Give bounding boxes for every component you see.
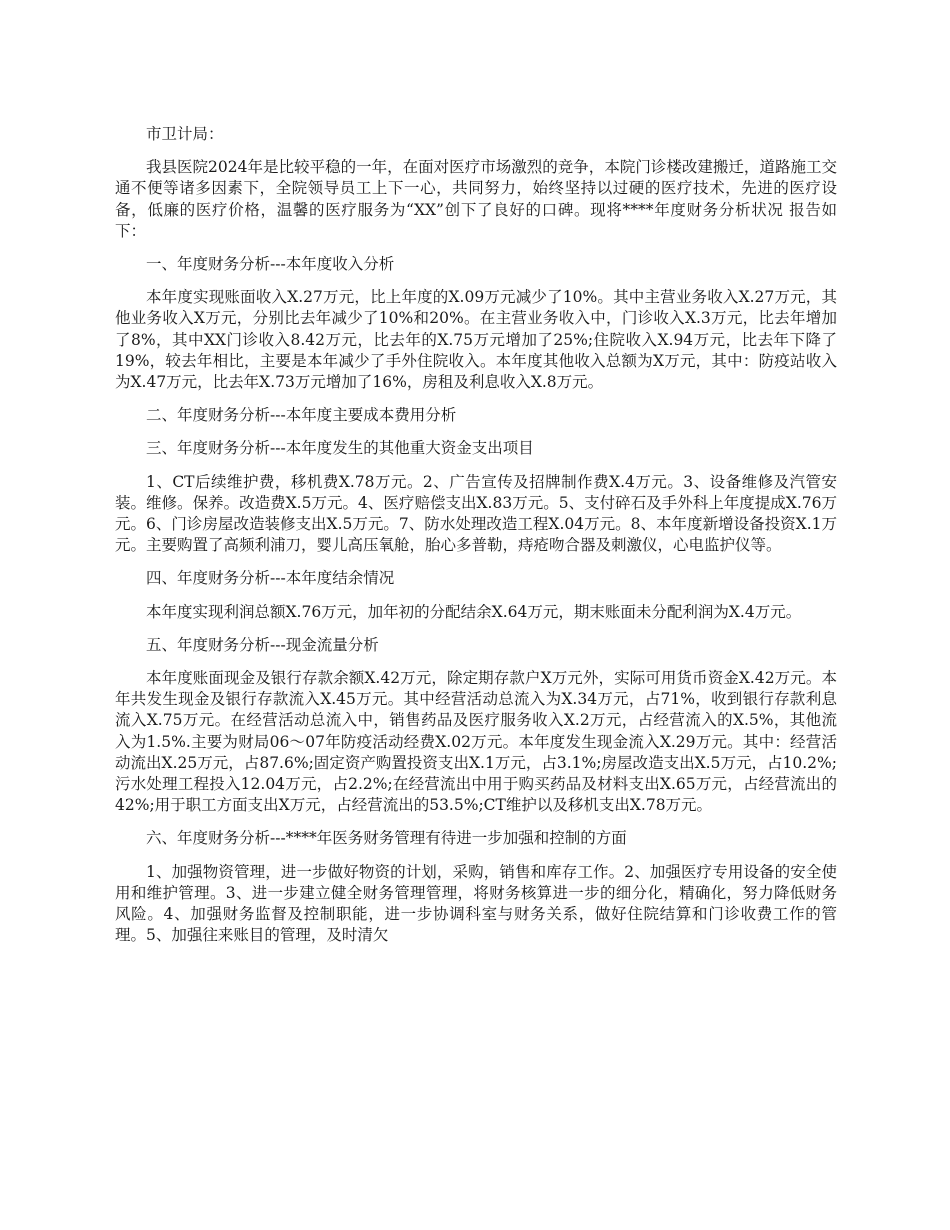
- section-heading-major-expenditure: 三、年度财务分析---本年度发生的其他重大资金支出项目: [146, 439, 534, 458]
- section-heading-cost: 二、年度财务分析---本年度主要成本费用分析: [146, 406, 457, 425]
- intro-paragraph: 我县医院2024年是比较平稳的一年，在面对医疗市场激烈的竞争，本院门诊楼改建搬迁，道路施工交通不便等诸多因素下，全院领导员工上下一心，共同努力，始终坚持以过硬的医疗技术，先进的医疗设备，低廉的医疗价格，温馨的医疗服务为“XX”创下了良好的口碑。现将****年度财务分析状况 报告如下：: [115, 158, 837, 240]
- section-heading-cash-flow: 五、年度财务分析---现金流量分析: [146, 635, 379, 654]
- section-heading-income: 一、年度财务分析---本年度收入分析: [146, 255, 395, 274]
- document-page: [115, 124, 837, 959]
- salutation: 市卫计局：: [146, 125, 224, 143]
- balance-paragraph: 本年度实现利润总额X.76万元，加年初的分配结余X.64万元，期末账面未分配利润为X.4万元。: [146, 602, 802, 621]
- major-expenditure-paragraph: 1、CT后续维护费，移机费X.78万元。2、广告宣传及招牌制作费X.4万元。3、设备维修及汽管安装。维修。保养。改造费X.5万元。4、医疗赔偿支出X.83万元。5、支付碎石及手外科上年度提成X.76万元。6、门诊房屋改造装修支出X.5万元。7、防水处理改造工程X.04万元。8、本年度新增设备投资X.1万元。主要购置了高频利浦刀，婴儿高压氧舱，胎心多普勒，痔疮吻合器及刺激仪，心电监护仪等。: [115, 472, 837, 555]
- section-heading-improvements: 六、年度财务分析---****年医务财务管理有待进一步加强和控制的方面: [146, 829, 627, 848]
- improvements-paragraph: 1、加强物资管理，进一步做好物资的计划，采购，销售和库存工作。2、加强医疗专用设备的安全使用和维护管理。3、进一步建立健全财务管理管理，将财务核算进一步的细分化，精确化，努力降低财务风险。4、加强财务监督及控制职能，进一步协调科室与财务关系，做好住院结算和门诊收费工作的管理。5、加强往来账目的管理，及时清欠: [115, 862, 837, 945]
- cash-flow-paragraph: 本年度账面现金及银行存款余额X.42万元，除定期存款户X万元外，实际可用货币资金X.42万元。本年共发生现金及银行存款流入X.45万元。其中经营活动总流入为X.34万元，占71%，收到银行存款利息流入X.75万元。在经营活动总流入中，销售药品及医疗服务收入X.2万元，占经营流入的X.5%，其他流入为1.5%.主要为财局06～07年防疫活动经费X.02万元。本年度发生现金流入X.29万元。其中：经营活动流出X.25万元，占87.6%;固定资产购置投资支出X.1万元，占3.1%;房屋改造支出X.5万元，占10.2%;污水处理工程投入12.04万元，占2.2%;在经营流出中用于购买药品及材料支出X.65万元，占经营流出的42%;用于职工方面支出X万元，占经营流出的53.5%;CT维护以及移机支出X.78万元。: [115, 669, 837, 815]
- income-analysis-paragraph: 本年度实现账面收入X.27万元，比上年度的X.09万元减少了10%。其中主营业务收入X.27万元，其他业务收入X万元，分别比去年减少了10%和20%。在主营业务收入中，门诊收入X.3万元，比去年增加了8%，其中XX门诊收入8.42万元，比去年的X.75万元增加了25%;住院收入X.94万元，比去年下降了19%，较去年相比，主要是本年减少了手外住院收入。本年度其他收入总额为X万元，其中：防疫站收入为X.47万元，比去年X.73万元增加了16%，房租及利息收入X.8万元。: [115, 288, 837, 392]
- section-heading-balance: 四、年度财务分析---本年度结余情况: [146, 569, 395, 588]
